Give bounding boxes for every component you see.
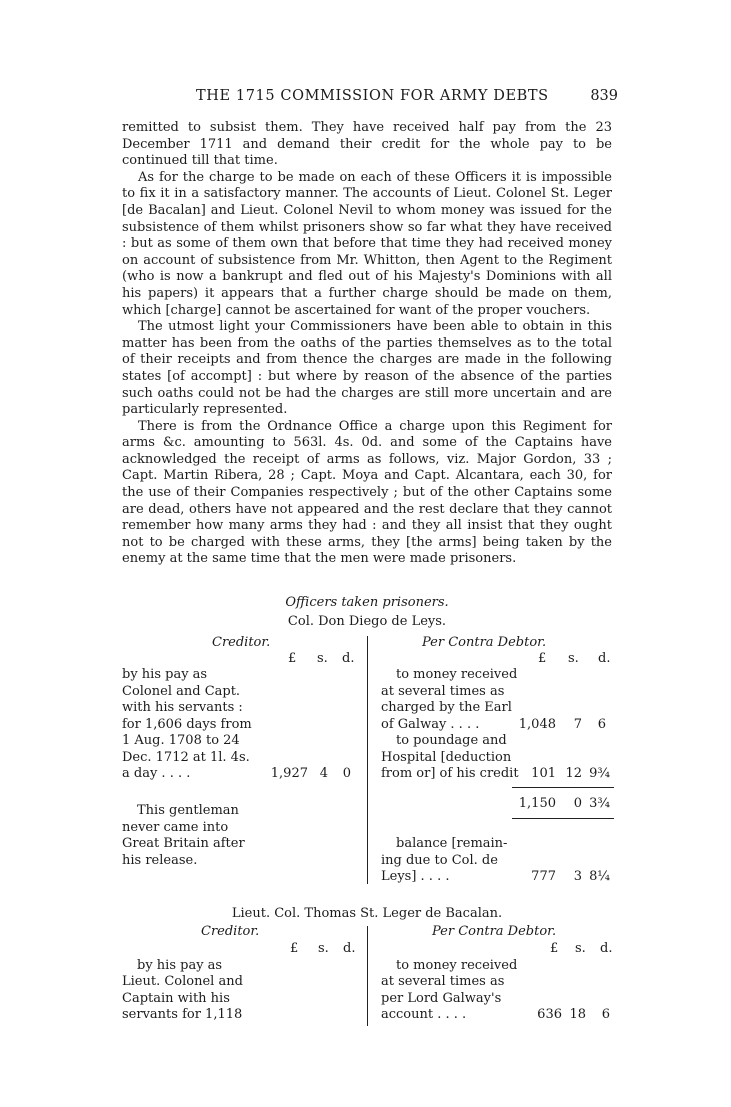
debit2-shillings: 12: [565, 766, 582, 781]
credit-line: Lieut. Colonel and: [122, 974, 243, 989]
running-head-title: THE 1715 COMMISSION FOR ARMY DEBTS: [196, 88, 549, 104]
debit-pence: 6: [601, 1007, 610, 1022]
debit1-pounds: 1,048: [518, 717, 556, 732]
note-line: his release.: [122, 853, 198, 868]
debit-line: from or] of his credit: [381, 766, 519, 781]
page-number: 839: [590, 88, 618, 104]
pence-header: d.: [598, 651, 611, 666]
balance-line: ing due to Col. de: [381, 853, 498, 868]
pounds-header: £: [550, 941, 559, 956]
subtotal-rule: [512, 787, 614, 788]
note-line: Great Britain after: [122, 836, 245, 851]
note-line: This gentleman: [137, 803, 239, 818]
credit-line: a day . . . .: [122, 766, 191, 781]
shillings-header: s.: [317, 651, 328, 666]
note-line: never came into: [122, 820, 229, 835]
debit1-shillings: 7: [573, 717, 582, 732]
balance-line: balance [remain-: [396, 836, 508, 851]
pounds-header: £: [288, 651, 297, 666]
credit-pence: 0: [342, 766, 351, 781]
debit-line: to money received: [396, 958, 518, 973]
debit-line: to poundage and: [396, 733, 507, 748]
creditor-label: Creditor.: [212, 635, 271, 650]
credit-line: by his pay as: [137, 958, 223, 973]
debit-line: of Galway . . . .: [381, 717, 480, 732]
debit-line: charged by the Earl: [381, 700, 512, 715]
balance-line: Leys] . . . .: [381, 869, 450, 884]
credit-line: servants for 1,118: [122, 1007, 243, 1022]
debit-shillings: 18: [569, 1007, 586, 1022]
debit-total-pence: 3¾: [589, 796, 610, 811]
debit2-pounds: 101: [531, 766, 556, 781]
paragraph: As for the charge to be made on each of these Officers it is impossible to fix it in a satisfactory manner. The accounts of Lieut. Colonel St. Leger [de Bacalan] and Lieut. Colonel Nevil to whom money was issued for the subsistence of them whilst prisoners show so far what they have received : but as some of them own that before that time they had received money on account of subsistence from Mr. Whitton, then Agent to the Regiment (who is now a bankrupt and fled out of his Majesty's Dominions with all his papers) it appears that a further charge should be made on them, which [charge] cannot be ascertained for want of the proper vouchers.: [122, 169, 612, 318]
debit-total-shillings: 0: [573, 796, 582, 811]
column-divider: [367, 636, 368, 884]
credit-line: for 1,606 days from: [122, 717, 252, 732]
pence-header: d.: [343, 941, 356, 956]
shillings-header: s.: [318, 941, 329, 956]
debit-line: to money received: [396, 667, 518, 682]
running-head: [196, 88, 618, 108]
pounds-header: £: [290, 941, 299, 956]
column-divider: [367, 926, 368, 1026]
body-text: [122, 120, 612, 568]
credit-line: 1 Aug. 1708 to 24: [122, 733, 240, 748]
debit-line: at several times as: [381, 974, 505, 989]
total-rule: [512, 818, 614, 819]
paragraph: The utmost light your Commissioners have been able to obtain in this matter has been from the oaths of the parties themselves as to the total of their receipts and from thence the charges are made in the following states [of accompt] : but where by reason of the absence of the parties such oaths could not be had the charges are still more uncertain and are particularly represented.: [122, 319, 612, 418]
debit-pounds: 636: [537, 1007, 562, 1022]
credit-line: with his servants :: [122, 700, 243, 715]
debtor-label: Per Contra Debtor.: [422, 635, 547, 650]
section-heading: Officers taken prisoners.: [285, 595, 449, 610]
paragraph: There is from the Ordnance Office a charge upon this Regiment for arms &c. amounting to 563l. 4s. 0d. and some of the Captains have acknowledged the receipt of arms as follows, viz. Major Gordon, 33 ; Capt. Martin Ribera, 28 ; Capt. Moya and Capt. Alcantara, each 30, for the use of their Companies respectively ; but of the other Captains some are dead, others have not appeared and the rest declare that they cannot remember how many arms they had : and they all insist that they ought not to be charged with these arms, they [the arms] being taken by the enemy at the same time that the men were made prisoners.: [122, 418, 612, 567]
credit-shillings: 4: [319, 766, 328, 781]
credit-pounds: 1,927: [270, 766, 308, 781]
debit-line: per Lord Galway's: [381, 991, 502, 1006]
balance-pounds: 777: [531, 869, 556, 884]
paragraph: remitted to subsist them. They have received half pay from the 23 December 1711 and demand their credit for the whole pay to be continued till that time.: [122, 120, 612, 169]
pence-header: d.: [600, 941, 613, 956]
pounds-header: £: [538, 651, 547, 666]
debit-line: at several times as: [381, 684, 505, 699]
debit-total-pounds: 1,150: [518, 796, 556, 811]
account1-name: Col. Don Diego de Leys.: [287, 614, 447, 629]
shillings-header: s.: [568, 651, 579, 666]
shillings-header: s.: [575, 941, 586, 956]
balance-shillings: 3: [573, 869, 582, 884]
pence-header: d.: [342, 651, 355, 666]
credit-line: Dec. 1712 at 1l. 4s.: [122, 750, 250, 765]
debit1-pence: 6: [597, 717, 606, 732]
account2-name: Lieut. Col. Thomas St. Leger de Bacalan.: [231, 906, 503, 921]
creditor-label: Creditor.: [201, 924, 260, 939]
debit-line: account . . . .: [381, 1007, 467, 1022]
debit-line: Hospital [deduction: [381, 750, 512, 765]
balance-pence: 8¼: [589, 869, 610, 884]
credit-line: by his pay as: [122, 667, 208, 682]
credit-line: Colonel and Capt.: [122, 684, 241, 699]
credit-line: Captain with his: [122, 991, 230, 1006]
debit2-pence: 9¾: [589, 766, 610, 781]
debtor-label: Per Contra Debtor.: [432, 924, 557, 939]
